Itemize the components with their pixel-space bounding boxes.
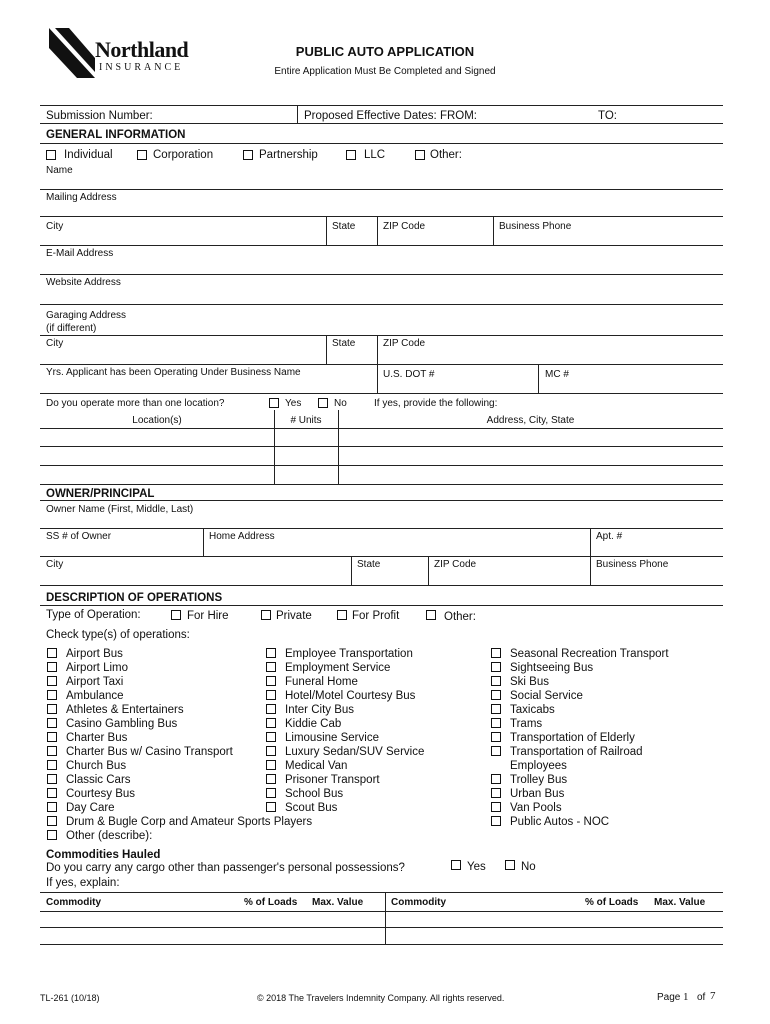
- multi-location-yes-label: Yes: [285, 398, 302, 409]
- other-operation-label: Other:: [444, 611, 476, 623]
- if-yes-note: If yes, provide the following:: [374, 398, 498, 409]
- owner-heading: OWNER/PRINCIPAL: [46, 488, 155, 500]
- multi-location-yes-checkbox[interactable]: [269, 398, 279, 408]
- operation-label: Sightseeing Bus: [510, 662, 594, 674]
- individual-label: Individual: [64, 149, 113, 161]
- operation-label: Medical Van: [285, 760, 348, 772]
- operation-checkbox[interactable]: [491, 816, 501, 826]
- value-header-1: Max. Value: [312, 897, 364, 908]
- units-header: # Units: [290, 415, 322, 426]
- operation-checkbox[interactable]: [491, 718, 501, 728]
- operation-checkbox[interactable]: [47, 676, 57, 686]
- operation-label: Courtesy Bus: [66, 788, 136, 800]
- llc-checkbox[interactable]: [346, 150, 356, 160]
- partnership-checkbox[interactable]: [243, 150, 253, 160]
- operation-checkbox[interactable]: [47, 718, 57, 728]
- website-label: Website Address: [46, 277, 121, 288]
- check-types-label: Check type(s) of operations:: [46, 629, 190, 641]
- operation-label: Seasonal Recreation Transport: [510, 648, 669, 660]
- cargo-question: Do you carry any cargo other than passenger's personal possessions?: [46, 862, 405, 874]
- zip-label: ZIP Code: [383, 221, 426, 232]
- name-label: Name: [46, 165, 73, 176]
- dot-label: U.S. DOT #: [383, 369, 435, 380]
- operation-checkbox[interactable]: [266, 732, 276, 742]
- operation-checkbox[interactable]: [491, 648, 501, 658]
- llc-label: LLC: [364, 149, 386, 161]
- page-title: PUBLIC AUTO APPLICATION: [295, 44, 475, 59]
- loads-header-1: % of Loads: [244, 897, 298, 908]
- city-label: City: [46, 221, 64, 232]
- other-entity-label: Other:: [430, 149, 462, 161]
- operation-label: Transportation of Railroad: [510, 746, 643, 758]
- operation-label: Limousine Service: [285, 732, 379, 744]
- owner-home-label: Home Address: [209, 531, 275, 542]
- copyright: © 2018 The Travelers Indemnity Company. All rights reserved.: [257, 993, 505, 1003]
- operation-label: Day Care: [66, 802, 115, 814]
- operation-checkbox[interactable]: [491, 690, 501, 700]
- operation-checkbox[interactable]: [266, 662, 276, 672]
- partnership-label: Partnership: [259, 149, 318, 161]
- operations-heading: DESCRIPTION OF OPERATIONS: [46, 592, 223, 604]
- operation-checkbox[interactable]: [266, 690, 276, 700]
- for-profit-checkbox[interactable]: [337, 610, 347, 620]
- owner-name-label: Owner Name (First, Middle, Last): [46, 504, 194, 515]
- logo-brand: Northland: [95, 37, 189, 62]
- operation-checkbox[interactable]: [47, 788, 57, 798]
- operation-label: Classic Cars: [66, 774, 131, 786]
- general-heading: GENERAL INFORMATION: [46, 129, 186, 141]
- operation-checkbox[interactable]: [47, 732, 57, 742]
- operation-checkbox[interactable]: [491, 704, 501, 714]
- multi-location-no-label: No: [334, 398, 347, 409]
- operation-checkbox[interactable]: [266, 676, 276, 686]
- operation-type-label: Type of Operation:: [46, 609, 141, 621]
- for-profit-label: For Profit: [352, 610, 400, 622]
- corporation-checkbox[interactable]: [137, 150, 147, 160]
- submission-label: Submission Number:: [46, 110, 153, 122]
- multi-location-no-checkbox[interactable]: [318, 398, 328, 408]
- commodities-heading: Commodities Hauled: [46, 849, 161, 861]
- commodity-header-2: Commodity: [391, 897, 446, 908]
- garaging-note: (if different): [46, 323, 97, 334]
- other-operation-checkbox[interactable]: [426, 610, 436, 620]
- other-entity-checkbox[interactable]: [415, 150, 425, 160]
- operation-checkbox[interactable]: [47, 704, 57, 714]
- operation-checkbox[interactable]: [47, 830, 57, 840]
- operation-label: Social Service: [510, 690, 583, 702]
- operation-label: Kiddie Cab: [285, 718, 342, 730]
- owner-city-label: City: [46, 559, 64, 570]
- operation-label: Trams: [510, 718, 543, 730]
- state-label: State: [332, 221, 356, 232]
- loads-header-2: % of Loads: [585, 897, 639, 908]
- locations-header: Location(s): [132, 415, 182, 426]
- operation-checkbox[interactable]: [47, 802, 57, 812]
- garaging-city-label: City: [46, 338, 64, 349]
- operation-label: Urban Bus: [510, 788, 565, 800]
- owner-zip-label: ZIP Code: [434, 559, 477, 570]
- individual-checkbox[interactable]: [46, 150, 56, 160]
- operation-checkbox[interactable]: [491, 788, 501, 798]
- business-phone-label: Business Phone: [499, 221, 572, 232]
- operation-label: Public Autos - NOC: [510, 816, 610, 828]
- operation-label: Charter Bus: [66, 732, 128, 744]
- of-label: of: [697, 992, 706, 1003]
- explain-label: If yes, explain:: [46, 877, 120, 889]
- effective-label: Proposed Effective Dates: FROM:: [304, 110, 477, 122]
- owner-apt-label: Apt. #: [596, 531, 623, 542]
- page-label: Page: [657, 992, 681, 1003]
- operation-checkbox[interactable]: [47, 774, 57, 784]
- operation-label: Prisoner Transport: [285, 774, 380, 786]
- operation-checkbox[interactable]: [491, 732, 501, 742]
- operation-checkbox[interactable]: [47, 760, 57, 770]
- operation-checkbox[interactable]: [47, 816, 57, 826]
- private-checkbox[interactable]: [261, 610, 271, 620]
- operation-label: Drum & Bugle Corp and Amateur Sports Players: [66, 816, 313, 828]
- operation-checkbox[interactable]: [491, 774, 501, 784]
- operation-checkbox[interactable]: [266, 704, 276, 714]
- operation-label: Airport Taxi: [66, 676, 124, 688]
- cargo-no-checkbox[interactable]: [505, 860, 515, 870]
- operation-label: Ski Bus: [510, 676, 549, 688]
- operation-label: Luxury Sedan/SUV Service: [285, 746, 425, 758]
- operation-checkbox[interactable]: [266, 648, 276, 658]
- operation-checkbox[interactable]: [266, 760, 276, 770]
- operation-label: Van Pools: [510, 802, 562, 814]
- cargo-no-label: No: [521, 861, 536, 873]
- operation-label: Trolley Bus: [510, 774, 568, 786]
- cargo-yes-label: Yes: [467, 861, 486, 873]
- operation-checkbox[interactable]: [47, 690, 57, 700]
- operation-label: Funeral Home: [285, 676, 358, 688]
- value-header-2: Max. Value: [654, 897, 706, 908]
- private-label: Private: [276, 610, 312, 622]
- operation-checkbox[interactable]: [491, 662, 501, 672]
- garaging-state-label: State: [332, 338, 356, 349]
- operation-label: Scout Bus: [285, 802, 338, 814]
- operation-label: School Bus: [285, 788, 344, 800]
- operation-label: Transportation of Elderly: [510, 732, 635, 744]
- mailing-label: Mailing Address: [46, 192, 117, 203]
- email-label: E-Mail Address: [46, 248, 114, 259]
- operation-checkbox[interactable]: [47, 746, 57, 756]
- for-hire-label: For Hire: [187, 610, 229, 622]
- operation-label: Employee Transportation: [285, 648, 413, 660]
- operation-checkbox[interactable]: [266, 802, 276, 812]
- page-number: 1: [683, 991, 689, 1003]
- operation-label: Other (describe):: [66, 830, 153, 842]
- cargo-yes-checkbox[interactable]: [451, 860, 461, 870]
- operation-checkbox[interactable]: [266, 774, 276, 784]
- operation-checkbox[interactable]: [491, 802, 501, 812]
- operation-checkbox[interactable]: [47, 648, 57, 658]
- operation-label: Church Bus: [66, 760, 127, 772]
- to-label: TO:: [598, 110, 617, 122]
- operation-label: Athletes & Entertainers: [66, 704, 184, 716]
- form-number: TL-261 (10/18): [40, 993, 100, 1003]
- owner-ss-label: SS # of Owner: [46, 531, 112, 542]
- owner-phone-label: Business Phone: [596, 559, 669, 570]
- page-subtitle: Entire Application Must Be Completed and Signed: [274, 66, 496, 77]
- operation-label: Employment Service: [285, 662, 391, 674]
- operation-label: Casino Gambling Bus: [66, 718, 178, 730]
- commodity-header-1: Commodity: [46, 897, 101, 908]
- operation-checkbox[interactable]: [491, 746, 501, 756]
- multi-location-question: Do you operate more than one location?: [46, 398, 225, 409]
- address-header: Address, City, State: [486, 415, 575, 426]
- operation-checkbox[interactable]: [47, 662, 57, 672]
- operation-checkbox[interactable]: [266, 746, 276, 756]
- owner-state-label: State: [357, 559, 381, 570]
- operation-label: Charter Bus w/ Casino Transport: [66, 746, 233, 758]
- mc-label: MC #: [545, 369, 569, 380]
- operation-label: Airport Limo: [66, 662, 128, 674]
- operation-label: Hotel/Motel Courtesy Bus: [285, 690, 416, 702]
- operation-checkbox[interactable]: [266, 788, 276, 798]
- operation-label: Airport Bus: [66, 648, 123, 660]
- operation-checkbox[interactable]: [491, 676, 501, 686]
- operation-label: Employees: [510, 760, 567, 772]
- years-operating-label: Yrs. Applicant has been Operating Under Business Name: [46, 367, 301, 378]
- corporation-label: Corporation: [153, 149, 214, 161]
- logo-sub: INSURANCE: [99, 62, 184, 73]
- operation-label: Ambulance: [66, 690, 124, 702]
- garaging-label: Garaging Address: [46, 310, 127, 321]
- operation-checkbox[interactable]: [266, 718, 276, 728]
- for-hire-checkbox[interactable]: [171, 610, 181, 620]
- operation-label: Taxicabs: [510, 704, 555, 716]
- operation-label: Inter City Bus: [285, 704, 355, 716]
- page-total: 7: [710, 990, 716, 1002]
- garaging-zip-label: ZIP Code: [383, 338, 426, 349]
